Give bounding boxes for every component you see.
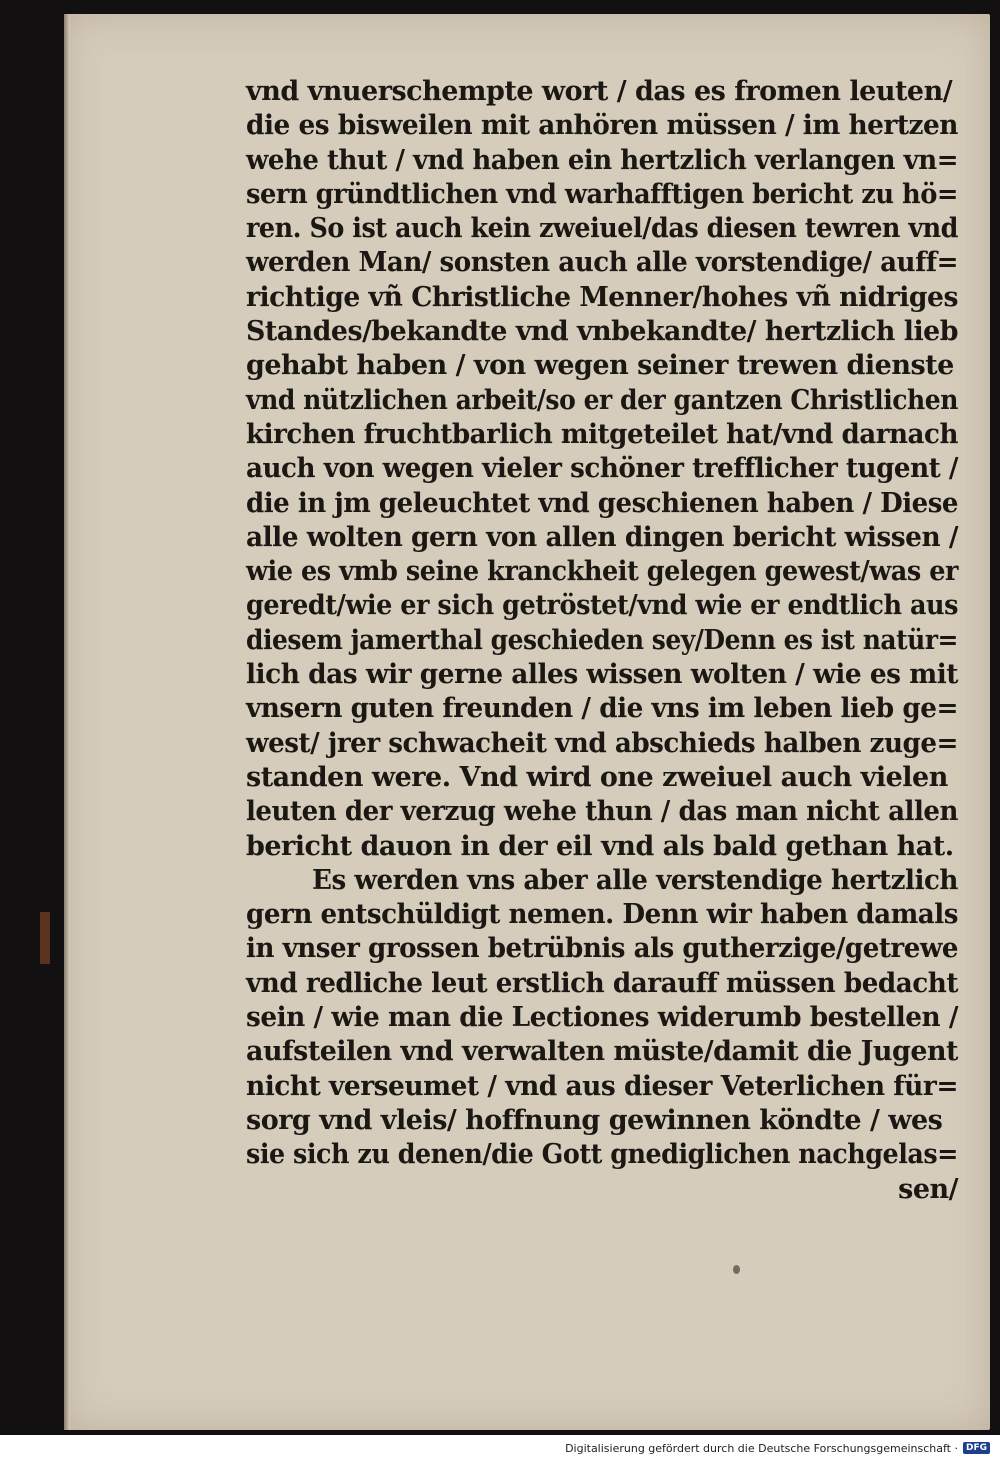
text-line: die in jm geleuchtet vnd geschienen haben / Diese	[246, 487, 958, 519]
text-line: vnd nützlichen arbeit/so er der gantzen Christlichen	[246, 384, 958, 416]
text-line: die es bisweilen mit anhören müssen / im hertzen	[246, 110, 958, 142]
text-line: vnsern guten freunden / die vns im leben lieb ge=	[246, 693, 958, 725]
binding-mark	[40, 912, 50, 964]
text-line: geredt/wie er sich getröstet/vnd wie er endtlich aus	[246, 590, 958, 622]
text-line: werden Man/ sonsten auch alle vorstendige/ auff=	[246, 247, 958, 279]
text-line: Standes/bekandte vnd vnbekandte/ hertzlich lieb	[246, 316, 958, 348]
text-block	[246, 75, 958, 1207]
text-line: gern entschüldigt nemen. Denn wir haben damals	[246, 899, 958, 931]
dfg-logo: DFG	[963, 1442, 990, 1454]
text-line: kirchen fruchtbarlich mitgeteilet hat/vnd darnach	[246, 418, 958, 450]
text-line: standen were. Vnd wird one zweiuel auch vielen	[246, 761, 948, 793]
text-line: sern gründtlichen vnd warhafftigen bericht zu hö=	[246, 178, 958, 210]
text-line: aufsteilen vnd verwalten müste/damit die Jugent	[246, 1036, 958, 1068]
text-line: diesem jamerthal geschieden sey/Denn es ist natür=	[246, 624, 958, 656]
text-line: nicht verseumet / vnd aus dieser Veterlichen für=	[246, 1070, 958, 1102]
text-line: lich das wir gerne alles wissen wolten / wie es mit	[246, 659, 958, 691]
text-line: alle wolten gern von allen dingen bericht wissen /	[246, 521, 958, 553]
text-line: sie sich zu denen/die Gott gnediglichen nachgelas=	[246, 1139, 958, 1171]
text-line: auch von wegen vieler schöner trefflicher tugent /	[246, 453, 958, 485]
text-line: ren. So ist auch kein zweiuel/das diesen tewren vnd	[246, 213, 958, 245]
text-line: in vnser grossen betrübnis als gutherzige/getrewe	[246, 933, 958, 965]
text-line: wehe thut / vnd haben ein hertzlich verlangen vn=	[246, 144, 958, 176]
text-line: wie es vmb seine kranckheit gelegen gewest/was er	[246, 556, 958, 588]
text-line: sein / wie man die Lectiones widerumb bestellen /	[246, 1002, 958, 1034]
page-edge	[64, 14, 70, 1430]
text-line: vnd vnuerschempte wort / das es fromen leuten/	[246, 76, 953, 107]
footer-bar	[0, 1435, 1000, 1461]
text-line: sorg vnd vleis/ hoffnung gewinnen köndte / wes	[246, 1104, 943, 1136]
catchword: sen/	[898, 1173, 958, 1205]
text-line: bericht dauon in der eil vnd als bald gethan hat.	[246, 830, 954, 862]
text-line: vnd redliche leut erstlich darauff müssen bedacht	[246, 967, 958, 999]
text-line: leuten der verzug wehe thun / das man nicht allen	[246, 796, 958, 828]
funding-notice: Digitalisierung gefördert durch die Deutsche Forschungsgemeinschaft ·	[565, 1441, 958, 1455]
text-line: west/ jrer schwacheit vnd abschieds halben zuge=	[246, 727, 958, 759]
text-line: gehabt haben / von wegen seiner trewen dienste	[246, 350, 954, 382]
ink-smudge	[733, 1265, 740, 1274]
text-line: richtige vñ Christliche Menner/hohes vñ nidriges	[246, 281, 958, 313]
text-line: Es werden vns aber alle verstendige hertzlich	[312, 864, 958, 896]
